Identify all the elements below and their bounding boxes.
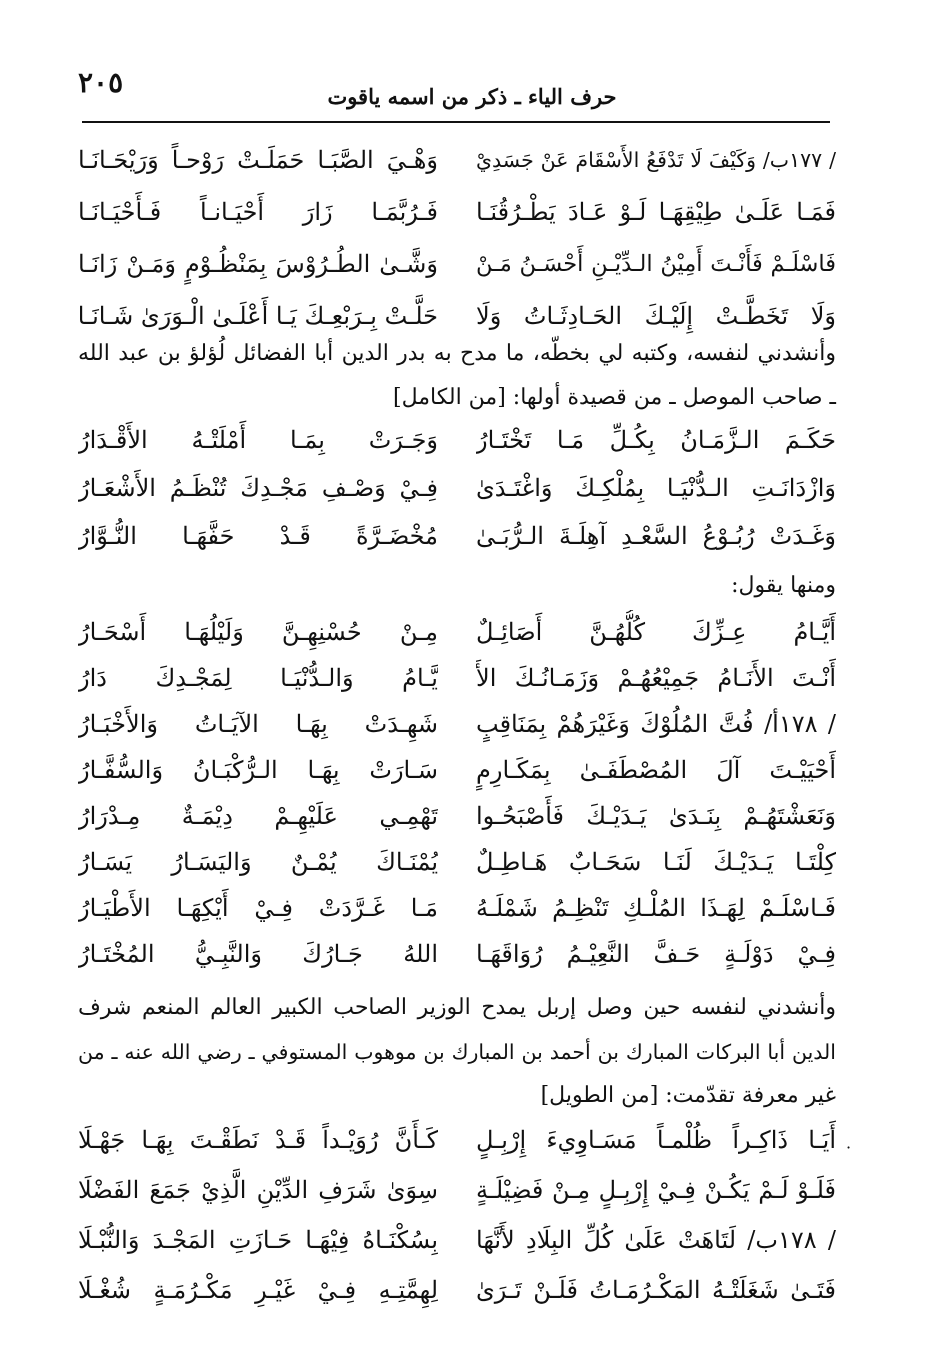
second-hemistich: سَـارَتْ بِهَـا الـرُّكْبَـانُ وَالسُّفَّـارُ [78, 756, 438, 784]
couplet [78, 514, 836, 558]
prose-paragraph-2 [78, 986, 836, 1118]
second-hemistich: وَجَـرَتْ بِمَـا أَمْلَتْـهُ الأَقْـدَارُ [78, 426, 438, 454]
second-hemistich: حَلَّـتْ بِـرَبْعِـكَ يَـا أَعْلَـىٰ الْـوَرَىٰ شَـانَـا [78, 302, 438, 330]
couplet [78, 932, 836, 976]
first-hemistich: وَنَعَشْتَهُـمْ بِنَـدَىٰ يَـدَيْـكَ فَأَصْبَحُـوا [476, 802, 836, 830]
second-hemistich: شَهِـدَتْ بِهَـا الآيَـاتُ وَالأَخْبَـارُ [78, 710, 438, 738]
page-number: ٢٠٥ [78, 66, 124, 99]
couplet [78, 702, 836, 746]
first-hemistich: وَغَـدَتْ رُبُـوْعُ السَّعْـدِ آهِلَـةَ الـرُّبَـىٰ [476, 522, 836, 550]
first-hemistich: وَازْدَانَـتِ الـدُّنْيَـا بِمُلْكِـكَ وَاغْتَـدَىٰ [476, 474, 836, 502]
first-hemistich: أَحْيَيْـتَ آلَ المُصْطَفَـىٰ بِمَكَـارِمٍ [476, 756, 836, 784]
prose-paragraph-1 [78, 332, 836, 420]
first-hemistich: كِلْتَـا يَـدَيْـكَ لَنَـا سَحَـابٌ هَـاطِـلٌ [476, 848, 836, 876]
second-hemistich: مُخْضَـرَّةً قَـدْ حَفَّهَـا النُّـوَّارُ [78, 522, 438, 550]
couplet [78, 794, 836, 838]
couplet [78, 1268, 836, 1312]
couplet [78, 886, 836, 930]
second-hemistich: يَّـامُ وَالـدُّنْيَـا لِمَجْـدِكَ دَارُ [78, 664, 438, 692]
first-hemistich: أَيَّـامُ عِـزِّكَ كُلُّهُـنَّ أَصَائِـلٌ [476, 618, 836, 646]
running-title: حرف الياء ـ ذكر من اسمه ياقوت [327, 84, 617, 109]
couplet [78, 1168, 836, 1212]
second-hemistich: فَـرُبَّمَـا زَارَ أَحْيَـانـاً فَـأَحْيَـانَـا [78, 198, 438, 226]
couplet [78, 748, 836, 792]
second-hemistich: سِوَىٰ شَرَفِ الدِّيْنِ الَّذِيْ جَمَعَ الفَضْلَا [78, 1176, 438, 1204]
couplet [78, 840, 836, 884]
second-hemistich: وَهْـيَ الصَّبَـا حَمَلَـتْ رَوْحـاً وَرَيْحَـانَـا [78, 146, 438, 174]
couplet [78, 418, 836, 462]
prose-line: الدين أبا البركات المبارك بن أحمد بن المبارك بن موهوب المستوفي ـ رضي الله عنه ـ من [78, 1040, 836, 1064]
second-hemistich: تَهْمِـي عَلَيْهِـمْ دِيْمَـةٌ مِـدْرَارُ [78, 802, 438, 830]
section-subheading: ومنها يقول: [731, 573, 836, 598]
prose-line: وأنشدني لنفسه، وكتبه لي بخطّه، ما مدح به بدر الدين أبا الفضائل لُؤلؤ بن عبد الله [78, 341, 836, 366]
couplet [78, 1118, 836, 1162]
first-hemistich: أَنْـتَ الأَنَـامُ جَمِيْعُهُـمْ وَزَمَـانُـكَ الأَ [476, 664, 836, 692]
second-hemistich: اللهُ جَـارُكَ وَالنَّبِـيُّ المُخْتَـارُ [78, 940, 438, 968]
first-hemistich: وَلَا تَخَطَّـتْ إِلَيْـكَ الحَـادِثَـاتُ وَلَا [476, 302, 836, 330]
couplet [78, 656, 836, 700]
couplet [78, 1218, 836, 1262]
couplet [78, 466, 836, 510]
couplet [78, 610, 836, 654]
second-hemistich: فِـيْ وَصْـفِ مَجْـدِكَ تُنْظَـمُ الأَشْعَـارُ [78, 474, 438, 502]
couplet [78, 190, 836, 234]
first-hemistich: فَتَـىٰ شَغَلَتْـهُ المَكْـرُمَـاتُ فَلَـنْ تَـرَىٰ [476, 1276, 836, 1304]
first-hemistich: / ١٧٨أ/ فُتَّ المُلُوْكَ وَغَيْرَهُمْ بِمَنَاقِبٍ [476, 710, 836, 738]
second-hemistich: وَشَّـىٰ الطُـرُوْسَ بِمَنْظُـوْمٍ وَمَـنْ زَانَـا [78, 250, 438, 278]
first-hemistich: أَيَـا ذَاكِـراً ظُلْمـاً مَسَـاوِيءَ إِرْبِـلٍ [476, 1126, 836, 1154]
first-hemistich: فِـيْ دَوْلَـةٍ حَـفَّ النَّعِيْـمُ رُوَاقَهَـا [476, 940, 836, 968]
prose-line: وأنشدني لنفسه حين وصل إربل يمدح الوزير الصاحب الكبير العالم المنعم شرف [78, 995, 836, 1020]
couplet [78, 242, 836, 286]
second-hemistich: بِسُكْنَـاهُ فِيْهَـا حَـازَتِ المَجْـدَ وَالنُّبْـلَا [78, 1226, 438, 1254]
first-hemistich: حَكَـمَ الـزَّمَـانُ بِكُـلِّ مَـا تَخْتَـارُ [476, 426, 836, 454]
second-hemistich: لِهِمَّتِـهِ فِـيْ غَيْـرِ مَكْـرُمَـةٍ شُغْـلَا [78, 1276, 438, 1304]
margin-dot: · [846, 1138, 852, 1157]
second-hemistich: مِـنْ حُسْنِهِـنَّ وَلَيْلُهَـا أَسْحَـارُ [78, 618, 438, 646]
header-rule [82, 121, 830, 123]
first-hemistich: فَمَـا عَلَـىٰ طِيْقِهَـا لَـوْ عَـادَ يَطْـرُقُنَـا [476, 198, 836, 226]
couplet [78, 138, 836, 182]
prose-line: غير معرفة تقدّمت: [من الطويل] [540, 1083, 836, 1108]
first-hemistich: فَلَـوْ لَـمْ يَكُـنْ فِـيْ إِرْبِـلٍ مِـنْ فَضِيْلَـةٍ [476, 1176, 836, 1204]
second-hemistich: يُمْنَـاكَ يُمْـنٌ وَاليَسَـارُ يَسَـارُ [78, 848, 438, 876]
first-hemistich: / ١٧٧ب/ وَكَيْفَ لَا تَدْفَعُ الأَسْقَامَ عَنْ جَسَدِيْ [476, 148, 836, 172]
first-hemistich: فَـاسْلَـمْ لِهَـذَا المُلْـكِ تَنْظِـمُ شَمْلَـهُ [476, 894, 836, 922]
second-hemistich: مَـا غَـرَّدَتْ فِـيْ أَيْكِهَـا الأَطْيَـارُ [78, 894, 438, 922]
first-hemistich: / ١٧٨ب/ لَتَاهَتْ عَلَىٰ كُلِّ البِلَادِ لأَنَّهَا [476, 1226, 836, 1254]
prose-line: ـ صاحب الموصل ـ من قصيدة أولها: [من الكامل] [392, 385, 836, 410]
second-hemistich: كَـأَنَّ رُوَيْـداً قَـدْ نَطَقْـتَ بِهَـا جَهْـلَا [78, 1126, 438, 1154]
first-hemistich: فَاسْلَـمْ فَأَنْـتَ أَمِيْنُ الـدِّيْـنِ أَحْسَـنُ مَـنْ [476, 251, 836, 277]
